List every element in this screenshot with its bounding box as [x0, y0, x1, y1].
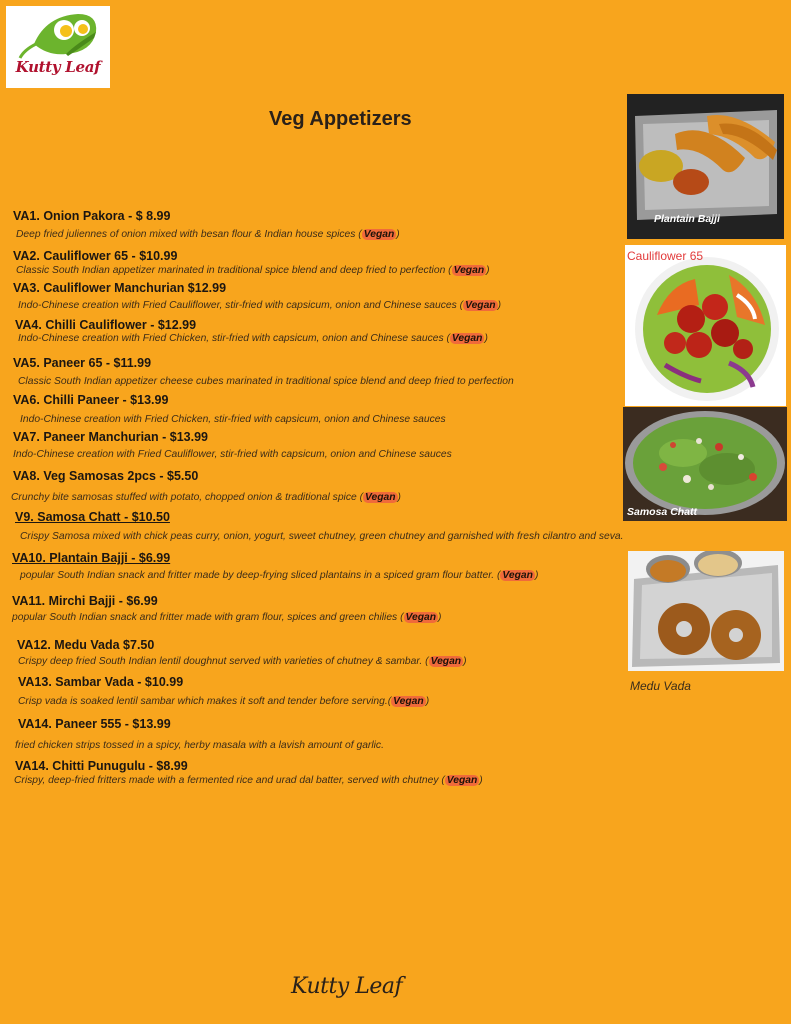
item-desc: Classic South Indian appetizer marinated in traditional spice blend and deep fried to perfection ( Vegan ) [16, 265, 490, 276]
logo-text: Kutty Leaf [15, 58, 101, 76]
vegan-badge: Vegan [393, 696, 424, 707]
item-name: VA8. Veg Samosas 2pcs - $5.50 [13, 469, 199, 483]
vegan-badge: Vegan [430, 656, 462, 667]
vegan-badge: Vegan [405, 612, 437, 623]
item-desc: Classic South Indian appetizer cheese cubes marinated in traditional spice blend and deep fried to perfection [18, 376, 514, 387]
item-desc: Crispy, deep-fried fritters made with a fermented rice and urad dal batter, served with chutney ( Vegan ) [14, 775, 483, 786]
cauliflower-65-photo [625, 245, 786, 406]
item-name: V9. Samosa Chatt - $10.50 [15, 510, 170, 524]
vegan-badge: Vegan [451, 333, 483, 344]
item-desc: Crispy deep fried South Indian lentil doughnut served with varieties of chutney & sambar. ( Vegan ) [18, 656, 467, 667]
vegan-badge: Vegan [465, 300, 496, 311]
item-name: VA10. Plantain Bajji - $6.99 [12, 551, 171, 565]
item-name: VA6. Chilli Paneer - $13.99 [13, 393, 169, 407]
item-name: VA3. Cauliflower Manchurian $12.99 [13, 281, 227, 295]
photo-caption: Cauliflower 65 [627, 249, 704, 263]
item-name: VA14. Paneer 555 - $13.99 [18, 717, 171, 731]
plantain-bajji-photo [627, 94, 784, 239]
item-name: VA11. Mirchi Bajji - $6.99 [12, 594, 158, 608]
vegan-badge: Vegan [453, 265, 485, 276]
brand-logo [6, 6, 110, 88]
item-name: VA2. Cauliflower 65 - $10.99 [13, 249, 178, 263]
item-desc: Crunchy bite samosas stuffed with potato, chopped onion & traditional spice ( Vegan ) [11, 492, 401, 503]
vegan-badge: Vegan [363, 229, 395, 240]
page-title: Veg Appetizers [269, 108, 412, 130]
photo-caption: Samosa Chatt [627, 506, 698, 518]
item-desc: Indo-Chinese creation with Fried Cauliflower, stir-fried with capsicum, onion and Chinese sauces ( Vegan ) [18, 300, 502, 311]
item-name: VA12. Medu Vada $7.50 [17, 638, 155, 652]
vegan-badge: Vegan [446, 775, 478, 786]
item-name: VA14. Chitti Punugulu - $8.99 [15, 759, 188, 773]
item-desc: Crisp vada is soaked lentil sambar which makes it soft and tender before serving.( Vegan ) [18, 696, 430, 707]
signature: Kutty Leaf [291, 974, 403, 999]
item-desc: Deep fried juliennes of onion mixed with besan flour & Indian house spices ( Vegan ) [16, 229, 400, 240]
item-desc: fried chicken strips tossed in a spicy, herby masala with a lavish amount of garlic. [15, 740, 384, 751]
photo-caption: Plantain Bajji [654, 213, 720, 225]
item-desc: popular South Indian snack and fritter made with gram flour, spices and green chilies ( Vegan ) [12, 612, 442, 623]
item-name: VA13. Sambar Vada - $10.99 [18, 675, 184, 689]
item-desc: Indo-Chinese creation with Fried Chicken, stir-fried with capsicum, onion and Chinese sauces ( Vegan ) [18, 333, 488, 344]
item-name: VA4. Chilli Cauliflower - $12.99 [15, 318, 197, 332]
vegan-badge: Vegan [365, 492, 396, 503]
medu-vada-photo [628, 551, 784, 671]
photo-caption: Medu Vada [630, 679, 691, 693]
item-desc: Indo-Chinese creation with Fried Chicken, stir-fried with capsicum, onion and Chinese sauces [20, 414, 446, 425]
item-name: VA1. Onion Pakora - $ 8.99 [13, 209, 171, 223]
item-desc: popular South Indian snack and fritter made by deep-frying sliced plantains in a spiced gram flour batter. ( Vegan ) [20, 570, 539, 581]
item-desc: Indo-Chinese creation with Fried Cauliflower, stir-fried with capsicum, onion and Chinese sauces [13, 449, 452, 460]
item-desc: Crispy Samosa mixed with chick peas curry, onion, yogurt, sweet chutney, green chutney and garnished with fresh cilantro and seva. [20, 531, 624, 542]
samosa-chatt-photo [623, 407, 787, 521]
item-name: VA7. Paneer Manchurian - $13.99 [13, 430, 208, 444]
item-name: VA5. Paneer 65 - $11.99 [13, 356, 152, 370]
vegan-badge: Vegan [502, 570, 533, 581]
